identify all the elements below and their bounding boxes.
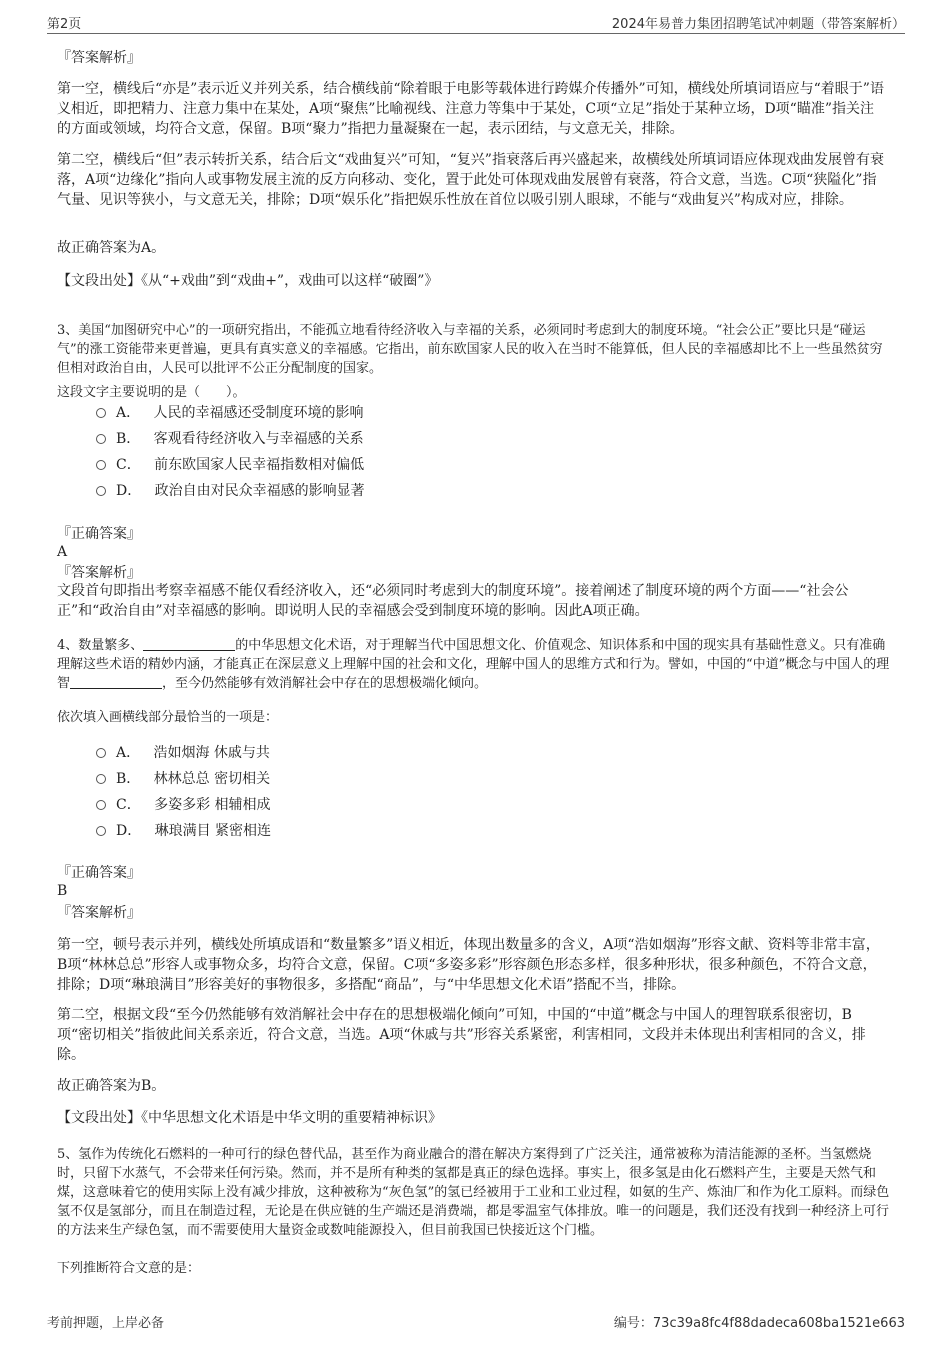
- q3-option-a[interactable]: A． 人民的幸福感还受制度环境的影响: [96, 403, 363, 423]
- q3-option-c[interactable]: C． 前东欧国家人民幸福指数相对偏低: [96, 455, 364, 475]
- q4-analysis-para2: 第二空，根据文段“至今仍然能够有效消解社会中存在的思想极端化倾向”可知，中国的“中道”概念与中国人的理智联系很密切，B项“密切相关”指彼此间关系亲近，符合文意，当选。A项“休戚与共”形容关系紧密，利害相同，文段并未体现出利害相同的含义，排除。: [57, 1007, 866, 1063]
- q2-analysis-para1: 第一空，横线后“亦是”表示近义并列关系，结合横线前“除着眼于电影等载体进行跨媒介传播外”可知，横线处所填词语应与“着眼于”语义相近，即把精力、注意力集中在某处，A项“聚焦”比喻视线、注意力等集中于某处，C项“立足”指处于某种立场，D项“瞄准”指关注的方面或领域，均符合文意，保留。B项“聚力”指把力量凝聚在一起，表示团结，与文意无关，排除。: [57, 81, 884, 137]
- q4-stem: 4、数量繁多、 的中华思想文化术语，对于理解当代中国思想文化、价值观念、知识体系和中国的现实具有基础性意义。只有准确理解这些术语的精妙内涵，才能真正在深层意义上理解中国的社会和文化，理解中国人的思维方式和行为。譬如，中国的“中道”概念与中国人的理智 ，至今仍然能够有效消解社会中存在的思想极端化倾向。: [57, 638, 890, 691]
- q5-stem: 5、氢作为传统化石燃料的一种可行的绿色替代品，甚至作为商业融合的潜在解决方案得到了广泛关注，通常被称为清洁能源的圣杯。当氢燃烧时，只留下水蒸气，不会带来任何污染。然而，并不是所有种类的氢都是真正的绿色选择。事实上，很多氢是由化石燃料产生，主要是天然气和煤，这意味着它的使用实际上没有减少排放，这种被称为“灰色氢”的氢已经被用于工业和工业过程，如氨的生产、炼油厂和作为化工原料。而绿色氢不仅是氢部分，而且在制造过程，无论是在供应链的生产端还是消费端，都是零温室气体排放。唯一的问题是，我们还没有找到一种经济上可行的方法来生产绿色氢，而不需要使用大量资金或数吨能源投入，但目前我国已快接近这个门槛。: [57, 1147, 890, 1238]
- fill-blank: [143, 636, 235, 651]
- radio-icon[interactable]: [96, 748, 106, 758]
- q3-option-b[interactable]: B． 客观看待经济收入与幸福感的关系: [96, 429, 364, 449]
- page-footer: [47, 1312, 905, 1332]
- document-title: 2024年易普力集团招聘笔试冲刺题（带答案解析）: [611, 17, 905, 32]
- radio-icon[interactable]: [96, 774, 106, 784]
- radio-icon[interactable]: [96, 434, 106, 444]
- q2-analysis-para2: 第二空，横线后“但”表示转折关系，结合后文“戏曲复兴”可知，“复兴”指衰落后再兴盛起来，故横线处所填词语应体现戏曲发展曾有衰落，A项“边缘化”指向人或事物发展主流的反方向移动、变化，置于此处可体现戏曲发展曾有衰落，符合文意，当选。C项“狭隘化”指气量、见识等狭小，与文意无关，排除；D项“娱乐化”指把娱乐性放在首位以吸引别人眼球，不能与“戏曲复兴”构成对应，排除。: [57, 152, 884, 208]
- q3-prompt: 这段文字主要说明的是（ ）。: [57, 385, 246, 400]
- radio-icon[interactable]: [96, 486, 106, 496]
- q3-answer-label: 『正确答案』: [57, 526, 141, 542]
- q4-option-d[interactable]: D． 琳琅满目 紧密相连: [96, 821, 271, 841]
- radio-icon[interactable]: [96, 460, 106, 470]
- radio-icon[interactable]: [96, 826, 106, 836]
- fill-blank: [70, 674, 162, 689]
- q3-option-d[interactable]: D． 政治自由对民众幸福感的影响显著: [96, 481, 365, 501]
- q4-option-a[interactable]: A． 浩如烟海 休戚与共: [96, 743, 270, 763]
- radio-icon[interactable]: [96, 800, 106, 810]
- q4-analysis-para1: 第一空，顿号表示并列，横线处所填成语和“数量繁多”语义相近，体现出数量多的含义，A项“浩如烟海”形容文献、资料等非常丰富，B项“林林总总”形容人或事物众多，均符合文意，保留。C项“多姿多彩”形容颜色形态多样，很多种形状，很多种颜色，不符合文意，排除；D项“琳琅满目”形容美好的事物很多，多搭配“商品”，与“中华思想文化术语”搭配不当，排除。: [57, 937, 880, 993]
- q4-source: 【文段出处】《中华思想文化术语是中华文明的重要精神标识》: [57, 1110, 442, 1126]
- q4-option-b[interactable]: B． 林林总总 密切相关: [96, 769, 270, 789]
- q2-conclusion: 故正确答案为A。: [57, 240, 166, 256]
- q3-stem: 3、美国“加图研究中心”的一项研究指出，不能孤立地看待经济收入与幸福的关系，必须同时考虑到大的制度环境。“社会公正”要比只是“碰运气”的涨工资能带来更普遍，更具有真实意义的幸福感。它指出，前东欧国家人民的收入在当时不能算低，但人民的幸福感却比不上一些虽然贫穷但相对政治自由，人民可以批评不公正分配制度的国家。: [57, 323, 883, 376]
- q4-prompt: 依次填入画横线部分最恰当的一项是：: [57, 710, 279, 725]
- q5-prompt: 下列推断符合文意的是：: [57, 1261, 201, 1276]
- q4-answer: B: [57, 883, 68, 899]
- q4-analysis-label: 『答案解析』: [57, 905, 141, 921]
- page-header: [47, 13, 905, 34]
- q2-analysis-label: 『答案解析』: [57, 50, 141, 66]
- q3-answer: A: [57, 544, 68, 560]
- radio-icon[interactable]: [96, 408, 106, 418]
- footer-code: 编号：73c39a8fc4f88dadeca608ba1521e663: [613, 1316, 905, 1331]
- q4-option-c[interactable]: C． 多姿多彩 相辅相成: [96, 795, 271, 815]
- q3-analysis-label: 『答案解析』: [57, 565, 141, 581]
- footer-slogan: 考前押题，上岸必备: [47, 1316, 165, 1331]
- q2-source: 【文段出处】《从“+戏曲”到“戏曲+”，戏曲可以这样“破圈”》: [57, 273, 439, 289]
- q4-answer-label: 『正确答案』: [57, 865, 141, 881]
- page-number: 第2页: [47, 17, 82, 32]
- q4-conclusion: 故正确答案为B。: [57, 1078, 166, 1094]
- q3-analysis: 文段首句即指出考察幸福感不能仅看经济收入，还“必须同时考虑到大的制度环境”。接着阐述了制度环境的两个方面——“社会公正”和“政治自由”对幸福感的影响。即说明人民的幸福感会受到制度环境的影响。因此A项正确。: [57, 583, 849, 619]
